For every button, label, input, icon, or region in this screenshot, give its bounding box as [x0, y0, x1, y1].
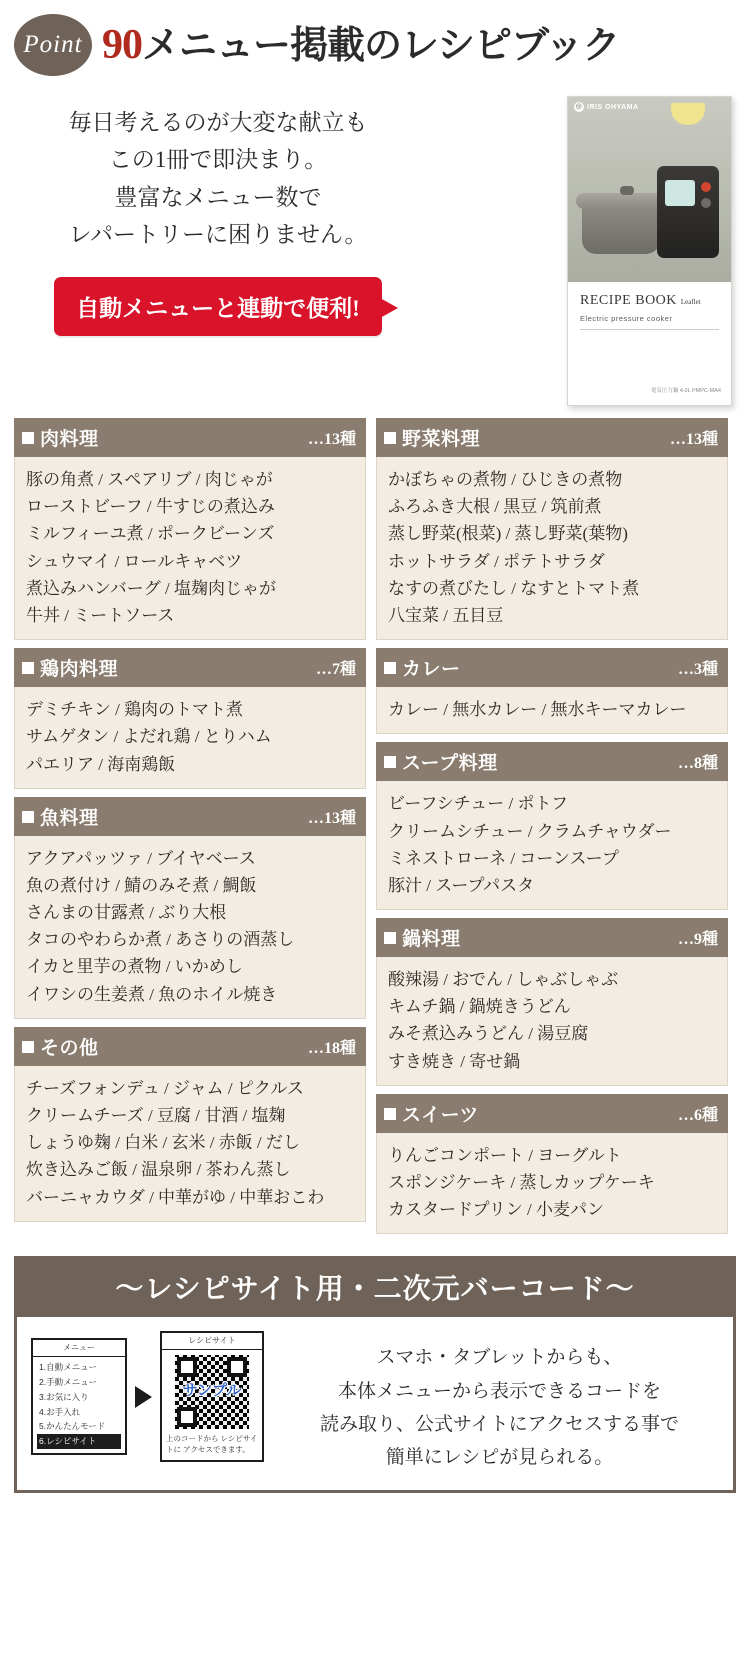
menu-columns [0, 414, 750, 1242]
cooker-panel [665, 180, 695, 206]
category-other [14, 1027, 366, 1222]
book-title [580, 293, 719, 309]
headline-rest: メニュー掲載のレシピブック [142, 24, 620, 67]
category-title: 肉料理 [22, 424, 99, 451]
category-body [14, 687, 366, 789]
menu-column-right [376, 418, 728, 1242]
menu-row: クリームチーズ / 豆腐 / 甘酒 / 塩麹 [26, 1106, 286, 1125]
category-header [14, 648, 366, 687]
intro-left [18, 90, 557, 406]
qr-description-line: 簡単にレシピが見られる。 [385, 1447, 614, 1469]
category-title: カレー [384, 654, 461, 681]
intro-line: 毎日考えるのが大変な献立も [68, 110, 368, 135]
category-count: …9種 [677, 931, 718, 949]
category-body [376, 781, 728, 910]
qr-description-line: 本体メニューから表示できるコードを [337, 1380, 661, 1402]
menu-row: 蒸し野菜(根菜) / 蒸し野菜(葉物) [388, 524, 628, 544]
square-bullet-icon [384, 432, 396, 444]
qr-finder-top-left [177, 1357, 197, 1377]
category-chicken [14, 648, 366, 789]
brand-logo [574, 102, 639, 112]
menu-row: チーズフォンデュ / ジャム / ピクルス [26, 1078, 304, 1098]
menu-row: 魚の煮付け / 鯖のみそ煮 / 鯛飯 [26, 875, 257, 895]
intro-text [18, 104, 418, 253]
qr-finder-top-right [227, 1357, 247, 1377]
pot-illustration [582, 202, 660, 254]
menu-row: デミチキン / 鶏肉のトマト煮 [26, 700, 244, 720]
category-title: 鍋料理 [384, 924, 461, 951]
book-title-main: RECIPE BOOK [580, 293, 677, 308]
menu-row: みそ煮込みうどん / 湯豆腐 [388, 1024, 589, 1044]
category-fish [14, 797, 366, 1019]
square-bullet-icon [22, 811, 34, 823]
qr-description-line: 読み取り、公式サイトにアクセスする事で [319, 1413, 680, 1435]
qr-finder-bottom-left [177, 1407, 197, 1427]
arrow-right-icon [135, 1386, 152, 1408]
menu-row: サムゲタン / よだれ鶏 / とりハム [26, 727, 272, 747]
category-meat [14, 418, 366, 640]
menu-row: 煮込みハンバーグ / 塩麹肉じゃが [26, 578, 277, 598]
menu-row: 酸辣湯 / おでん / しゃぶしゃぶ [388, 970, 619, 990]
category-header [376, 1094, 728, 1133]
category-title: その他 [22, 1033, 99, 1060]
category-vegetable [376, 418, 728, 640]
bowl-icon [671, 103, 705, 125]
intro-line: 豊富なメニュー数で [114, 184, 322, 210]
category-header [14, 418, 366, 457]
category-count: …7種 [315, 661, 356, 679]
iris-mark-icon: ◎ [575, 103, 583, 110]
menu-row: ローストビーフ / 牛すじの煮込み [26, 497, 275, 517]
menu-row: カレー / 無水カレー / 無水キーマカレー [388, 700, 687, 720]
category-count: …13種 [307, 809, 356, 827]
book-title-small: Leaflet [680, 298, 701, 306]
menu-column-left [14, 418, 366, 1242]
device-menu-item-recipe-site: 6.レシピサイト [37, 1434, 121, 1449]
qr-description-line: スマホ・タブレットからも、 [376, 1347, 623, 1369]
menu-row: カスタードプリン / 小麦パン [388, 1200, 605, 1220]
category-title: スイーツ [384, 1100, 479, 1127]
square-bullet-icon [22, 1041, 34, 1053]
category-count: …3種 [677, 661, 718, 679]
recipe-book-image [567, 96, 732, 406]
qr-code-icon [175, 1355, 249, 1429]
category-header [14, 1027, 366, 1066]
menu-row: キムチ鍋 / 鍋焼きうどん [388, 997, 571, 1017]
qr-body [17, 1317, 733, 1490]
category-count: …6種 [677, 1106, 718, 1124]
intro-section [0, 82, 750, 414]
menu-row: バーニャカウダ / 中華がゆ / 中華おこわ [26, 1187, 325, 1207]
device-menu-item-maintenance: 4.お手入れ [39, 1406, 81, 1417]
page-title [102, 22, 619, 68]
category-header [376, 918, 728, 957]
qr-card-title: レシピサイト [162, 1333, 262, 1350]
cooker-button-gray [701, 198, 711, 208]
menu-row: りんごコンポート / ヨーグルト [388, 1145, 622, 1165]
square-bullet-icon [384, 1108, 396, 1120]
device-menu-item-easy-mode: 5.かんたんモード [39, 1421, 106, 1432]
category-title: 鶏肉料理 [22, 654, 118, 681]
auto-menu-ribbon: 自動メニューと連動で便利! [54, 277, 382, 336]
qr-description [264, 1331, 719, 1474]
device-menu-item-favorites: 3.お気に入り [39, 1391, 89, 1402]
qr-card-note: 上のコードから レシピサイトに アクセスできます。 [166, 1433, 258, 1454]
menu-row: しょうゆ麹 / 白米 / 玄米 / 赤飯 / だし [26, 1133, 300, 1153]
category-count: …13種 [307, 431, 356, 448]
category-header [376, 418, 728, 457]
menu-row: 豚汁 / スープパスタ [388, 875, 535, 895]
category-header [376, 742, 728, 781]
menu-row: タコのやわらか煮 / あさりの酒蒸し [26, 930, 295, 950]
menu-row: パエリア / 海南鶏飯 [26, 754, 176, 774]
category-body [14, 457, 366, 640]
category-body [376, 687, 728, 734]
device-menu-list [33, 1357, 125, 1453]
square-bullet-icon [22, 662, 34, 674]
book-divider [580, 329, 719, 330]
qr-sample-label: サンプル [182, 1382, 242, 1399]
square-bullet-icon [384, 756, 396, 768]
intro-line: レパートリーに困りません。 [68, 221, 368, 247]
category-header [14, 797, 366, 836]
category-count: …13種 [669, 431, 718, 448]
menu-row: シュウマイ / ロールキャベツ [26, 551, 243, 571]
category-body [14, 1066, 366, 1222]
menu-row: ふろふき大根 / 黒豆 / 筑前煮 [388, 497, 602, 517]
qr-code-card [160, 1331, 264, 1461]
category-body [376, 957, 728, 1086]
menu-row: さんまの甘露煮 / ぶり大根 [26, 903, 227, 923]
category-sweets [376, 1094, 728, 1235]
header [0, 0, 750, 82]
menu-row: ビーフシチュー / ポトフ [388, 794, 568, 814]
cooker-button-red [701, 182, 711, 192]
menu-row: 炊き込みご飯 / 温泉卵 / 茶わん蒸し [26, 1160, 291, 1180]
point-badge: Point [14, 14, 92, 76]
menu-row: イワシの生姜煮 / 魚のホイル焼き [26, 984, 278, 1004]
menu-row: イカと里芋の煮物 / いかめし [26, 957, 243, 977]
qr-left [31, 1331, 264, 1461]
category-title: 魚料理 [22, 803, 99, 830]
book-cover-photo [568, 97, 731, 282]
menu-row: クリームシチュー / クラムチャウダー [388, 821, 672, 841]
category-count: …18種 [307, 1039, 356, 1057]
qr-section [14, 1256, 736, 1493]
category-hotpot [376, 918, 728, 1086]
category-body [376, 457, 728, 640]
menu-row: 豚の角煮 / スペアリブ / 肉じゃが [26, 470, 273, 489]
headline-number: 90 [102, 21, 142, 68]
category-curry [376, 648, 728, 734]
category-body [14, 836, 366, 1019]
menu-row: なすの煮びたし / なすとトマト煮 [388, 578, 640, 598]
square-bullet-icon [384, 662, 396, 674]
ribbon-wrap [18, 277, 418, 336]
category-soup [376, 742, 728, 910]
pressure-cooker-illustration [657, 166, 719, 258]
brand-name: IRIS OHYAMA [587, 103, 639, 111]
square-bullet-icon [384, 932, 396, 944]
menu-row: ホットサラダ / ポテトサラダ [388, 551, 605, 571]
menu-row: 八宝菜 / 五目豆 [388, 605, 504, 625]
device-menu-item-auto: 1.自動メニュー [39, 1362, 98, 1373]
menu-row: かぼちゃの煮物 / ひじきの煮物 [388, 470, 623, 489]
qr-section-title: 〜レシピサイト用・二次元バーコード〜 [17, 1259, 733, 1317]
device-menu-title: メニュー [33, 1340, 125, 1357]
device-menu-screen [31, 1338, 127, 1455]
category-title: スープ料理 [384, 748, 498, 775]
device-menu-item-manual: 2.手動メニュー [39, 1377, 98, 1388]
category-count: …8種 [677, 755, 718, 773]
menu-row: ミルフィーユ煮 / ポークビーンズ [26, 524, 275, 544]
book-footnote: 電気圧力鍋 4.0L PMPC-MA4 [650, 387, 721, 394]
intro-line: この1冊で即決まり。 [108, 147, 328, 173]
category-title: 野菜料理 [384, 424, 480, 451]
category-body [376, 1133, 728, 1235]
menu-row: ミネストローネ / コーンスープ [388, 848, 619, 868]
square-bullet-icon [22, 432, 34, 444]
menu-row: すき焼き / 寄せ鍋 [388, 1051, 521, 1071]
menu-row: 牛丼 / ミートソース [26, 605, 175, 625]
book-label [568, 293, 731, 330]
menu-row: アクアパッツァ / ブイヤベース [26, 848, 256, 868]
menu-row: スポンジケーキ / 蒸しカップケーキ [388, 1173, 655, 1192]
category-header [376, 648, 728, 687]
book-subtitle: Electric pressure cooker [580, 314, 673, 323]
